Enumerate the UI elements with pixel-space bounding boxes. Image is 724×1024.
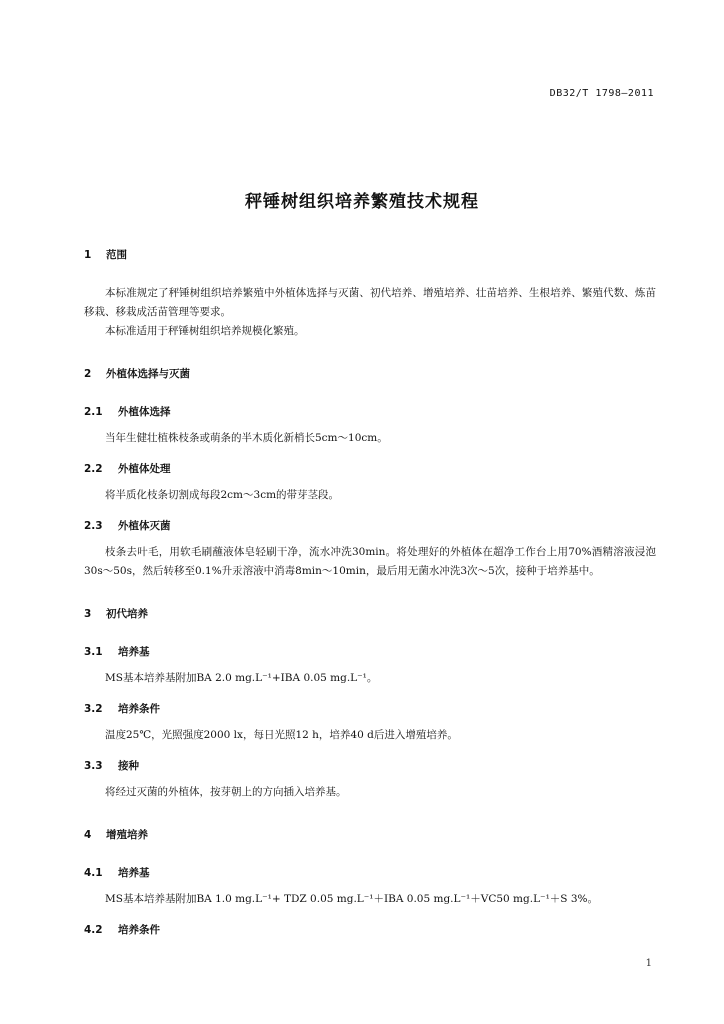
paragraph: 将半质化枝条切割成每段2cm～3cm的带芽茎段。	[105, 489, 340, 501]
subsection-heading	[84, 757, 656, 775]
subsection-heading	[84, 460, 656, 478]
paragraph: 温度25℃，光照强度2000 lx，每日光照12 h，培养40 d后进入增殖培养。	[105, 729, 458, 741]
section-heading	[84, 246, 656, 264]
subsection-heading	[84, 700, 656, 718]
section-number: 2	[84, 368, 92, 380]
paragraph: 枝条去叶毛，用软毛刷蘸液体皂轻刷干净，流水冲洗30min。将处理好的外植体在超净工作台上用70%酒精溶液浸泡30s～50s，然后转移至0.1%升汞溶液中消毒8min～10min，最后用无菌水冲洗3次～5次，接种于培养基中。	[84, 546, 656, 577]
section-number: 1	[84, 249, 92, 261]
subsection-number: 2.3	[84, 520, 103, 532]
subsection-title: 外植体灭菌	[118, 520, 171, 532]
section-title: 外植体选择与灭菌	[106, 368, 190, 380]
paragraph: 本标准适用于秤锤树组织培养规模化繁殖。	[105, 325, 305, 337]
subsection-number: 3.2	[84, 703, 103, 715]
subsection-heading	[84, 643, 656, 661]
section-number: 4	[84, 829, 92, 841]
document-body	[84, 246, 656, 947]
standard-number: DB32/T 1798—2011	[549, 88, 654, 99]
paragraph: 本标准规定了秤锤树组织培养繁殖中外植体选择与灭菌、初代培养、增殖培养、壮苗培养、生根培养、繁殖代数、炼苗移栽、移栽成活苗管理等要求。	[84, 287, 656, 318]
subsection-title: 培养基	[118, 867, 150, 879]
paragraph: 当年生健壮植株枝条或萌条的半木质化新梢长5cm～10cm。	[105, 432, 388, 444]
section-title: 增殖培养	[106, 829, 148, 841]
subsection-number: 2.2	[84, 463, 103, 475]
document-title: 秤锤树组织培养繁殖技术规程	[245, 192, 479, 212]
subsection-title: 培养条件	[118, 924, 160, 936]
subsection-heading	[84, 921, 656, 939]
section-heading	[84, 605, 656, 623]
subsection-title: 外植体处理	[118, 463, 171, 475]
paragraph: MS基本培养基附加BA 1.0 mg.L⁻¹+ TDZ 0.05 mg.L⁻¹＋IBA 0.05 mg.L⁻¹＋VC50 mg.L⁻¹＋S 3%。	[105, 893, 598, 905]
paragraph: MS基本培养基附加BA 2.0 mg.L⁻¹+IBA 0.05 mg.L⁻¹。	[105, 672, 378, 684]
subsection-number: 4.2	[84, 924, 103, 936]
paragraph: 将经过灭菌的外植体，按芽朝上的方向插入培养基。	[105, 786, 347, 798]
subsection-title: 培养基	[118, 646, 150, 658]
subsection-title: 接种	[118, 760, 139, 772]
subsection-number: 4.1	[84, 867, 103, 879]
subsection-heading	[84, 517, 656, 535]
section-heading	[84, 365, 656, 383]
subsection-number: 3.1	[84, 646, 103, 658]
subsection-heading	[84, 864, 656, 882]
subsection-number: 2.1	[84, 406, 103, 418]
section-heading	[84, 826, 656, 844]
subsection-number: 3.3	[84, 760, 103, 772]
section-number: 3	[84, 608, 92, 620]
subsection-title: 外植体选择	[118, 406, 171, 418]
subsection-title: 培养条件	[118, 703, 160, 715]
section-title: 初代培养	[106, 608, 148, 620]
subsection-heading	[84, 403, 656, 421]
section-title: 范围	[106, 249, 127, 261]
page-number: 1	[645, 958, 652, 969]
